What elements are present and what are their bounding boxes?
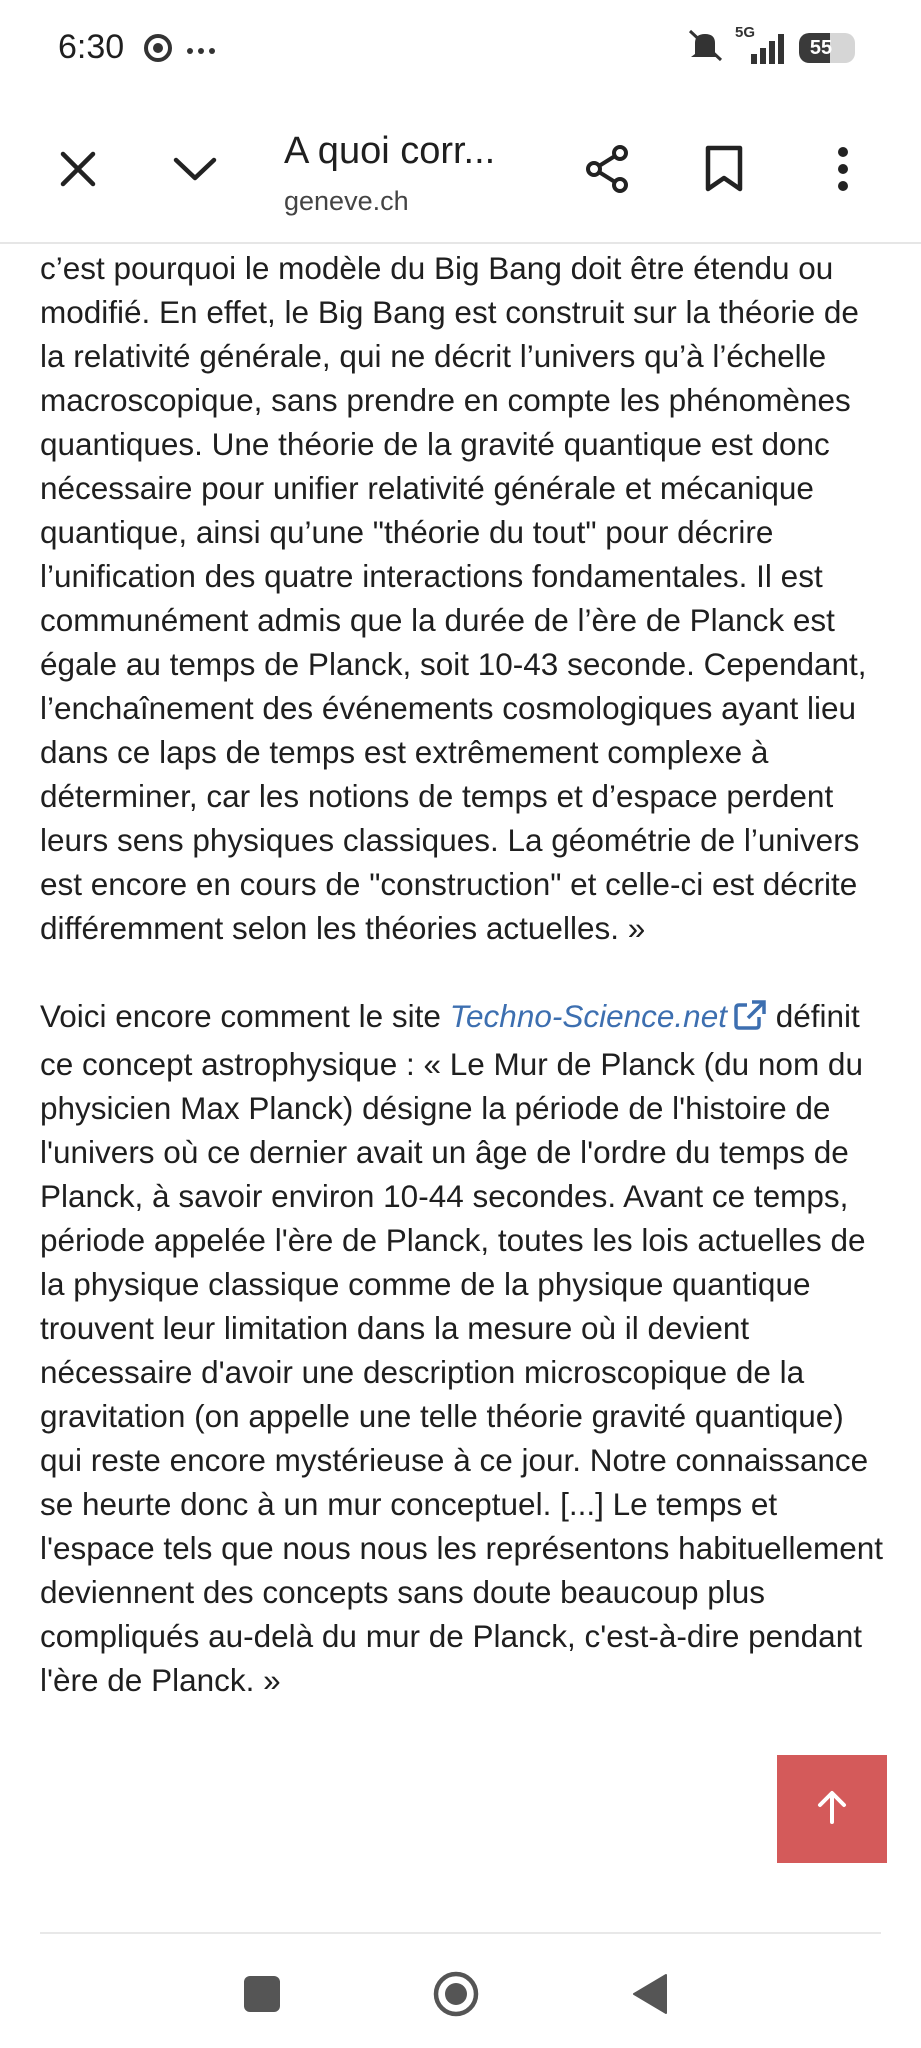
- status-bar: [0, 0, 921, 100]
- share-button[interactable]: [572, 136, 642, 206]
- article-paragraph: c’est pourquoi le modèle du Big Bang doit être étendu ou modifié. En effet, le Big Bang est construit sur la théorie de la relativité générale, qui ne décrit l’univers qu’à l’échelle macroscopique, sans prendre en compte les phénomènes quantiques. Une théorie de la gravité quantique est donc nécessaire pour unifier relativité générale et mécanique quantique, ainsi qu’une "théorie du tout" pour décrire l’unification des quatre interactions fondamentales. Il est communément admis que la durée de l’ère de Planck est égale au temps de Planck, soit 10-43 seconde. Cependant, l’enchaînement des événements cosmologiques ayant lieu dans ce laps de temps est extrêmement complexe à déterminer, car les notions de temps et d’espace perdent leurs sens physiques classiques. La géométrie de l’univers est encore en cours de "construction" et celle-ci est décrite différemment selon les théories actuelles. »: [40, 250, 867, 946]
- more-options-button[interactable]: [808, 136, 878, 206]
- back-to-top-button[interactable]: [777, 1755, 887, 1863]
- arrow-up-icon: [814, 1789, 850, 1830]
- paragraph-intro: Voici encore comment le site: [40, 998, 450, 1034]
- network-label: 5G: [735, 23, 756, 41]
- page-title: A quoi corr...: [284, 130, 496, 172]
- page-url: geneve.ch: [284, 186, 409, 216]
- techno-science-link[interactable]: [450, 998, 767, 1034]
- link-text: Techno-Science.net: [449, 998, 727, 1034]
- battery-icon: [799, 33, 855, 63]
- system-nav-bar: [0, 1934, 921, 2048]
- minimize-button[interactable]: [160, 136, 230, 206]
- status-time: 6:30: [58, 28, 125, 66]
- article-paragraph: [40, 994, 890, 1702]
- article-content: [40, 246, 890, 1702]
- more-notifications-icon: [186, 42, 216, 60]
- back-icon[interactable]: [630, 1972, 670, 2021]
- battery-level: 55: [809, 36, 833, 59]
- custom-tab-toolbar: [0, 100, 921, 244]
- external-link-icon: [733, 998, 767, 1042]
- share-icon: [584, 144, 630, 199]
- chrome-icon: [144, 34, 172, 67]
- close-icon: [58, 149, 98, 194]
- close-button[interactable]: [43, 136, 113, 206]
- home-icon[interactable]: [432, 1970, 480, 2018]
- signal-icon: [735, 23, 789, 66]
- status-right-icons: [685, 23, 855, 67]
- bookmark-icon: [704, 145, 744, 198]
- mute-icon: [685, 28, 725, 67]
- chevron-down-icon: [172, 154, 218, 189]
- paragraph-rest: définit ce concept astrophysique : « Le Mur de Planck (du nom du physicien Max Planck) désigne la période de l'histoire de l'univers où ce dernier avait un âge de l'ordre du temps de Planck, à savoir environ 10-44 secondes. Avant ce temps, période appelée l'ère de Planck, toutes les lois actuelles de la physique classique comme de la physique quantique trouvent leur limitation dans la mesure où il devient nécessaire d'avoir une description microscopique de la gravitation (on appelle une telle théorie gravité quantique) qui reste encore mystérieuse à ce jour. Notre connaissance se heurte donc à un mur conceptuel. [...] Le temps et l'espace tels que nous nous les représentons habituellement deviennent des concepts sans doute beaucoup plus compliqués au-delà du mur de Planck, c'est-à-dire pendant l'ère de Planck. »: [40, 998, 884, 1698]
- more-vert-icon: [837, 147, 849, 196]
- status-left-icons: [144, 34, 216, 67]
- recents-icon[interactable]: [244, 1976, 280, 2012]
- bookmark-button[interactable]: [689, 136, 759, 206]
